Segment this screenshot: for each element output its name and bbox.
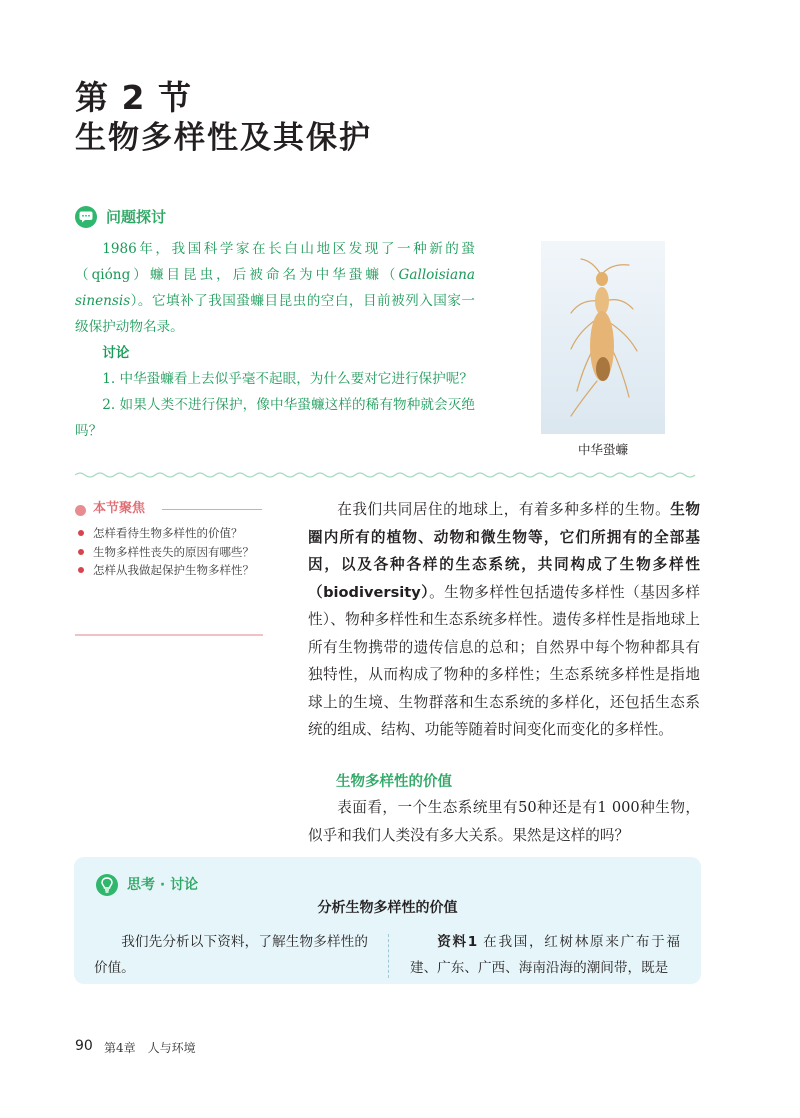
p1-part2: 。生物多样性包括遗传多样性（基因多样性）、物种多样性和生态系统多样性。遗传多样性是指地球上所有生物携带的遗传信息的总和；自然界中每个物种都具有独特性，从而构成了物种的多样性；生态系统多样性是指地球上的生境、生物群落和生态系统的多样化，还包括生态系统的组成、结构、功能等随着时间变化而变化的多样性。	[308, 583, 700, 738]
intro-paragraph	[75, 236, 475, 340]
subheading: 生物多样性的价值	[336, 774, 452, 790]
section-number: 第 2 节	[75, 78, 192, 117]
lightbulb-icon	[96, 874, 118, 896]
insect-photo	[541, 241, 665, 434]
problem-discussion-label: 问题探讨	[106, 208, 167, 226]
main-text	[308, 496, 700, 744]
biodiversity-definition: 生物圈内所有的植物、动物和微生物等，它们所拥有的全部基因，以及各种各样的生态系统，共同构成了生物多样性（biodiversity）	[308, 501, 700, 601]
material-text: 在我国，红树林原来广布于福建、广东、广西、海南沿海的潮间带，既是	[410, 934, 680, 976]
page-number: 90	[75, 1038, 93, 1054]
question-2: 2. 如果人类不进行保护，像中华蛩蠊这样的稀有物种就会灭绝吗？	[75, 397, 475, 439]
focus-list	[75, 524, 265, 580]
sidebar-title: 本节聚焦	[93, 501, 146, 516]
sidebar-bottom-rule	[75, 634, 263, 636]
focus-item: 怎样从我做起保护生物多样性？	[75, 561, 265, 580]
column-divider	[388, 934, 389, 978]
think-discuss-right	[410, 929, 680, 981]
problem-discussion-text	[75, 236, 475, 444]
focus-dot-icon	[75, 505, 86, 516]
discussion-heading: 讨论	[102, 345, 130, 361]
think-discuss-label: 思考 · 讨论	[127, 877, 199, 893]
material-1	[410, 929, 680, 981]
photo-caption: 中华蛩蠊	[577, 442, 628, 457]
chapter-label: 第4章 人与环境	[104, 1041, 196, 1055]
latin-name: Galloisiana sinensis	[75, 267, 475, 309]
wave-divider	[75, 470, 700, 480]
think-discuss-intro: 我们先分析以下资料，了解生物多样性的价值。	[94, 934, 368, 976]
intro-part2: ）。它填补了我国蛩蠊目昆虫的空白，目前被列入国家一级保护动物名录。	[75, 293, 475, 335]
question-1: 1. 中华蛩蠊看上去似乎毫不起眼，为什么要对它进行保护呢？	[102, 371, 473, 387]
intro-part1: 1986年，我国科学家在长白山地区发现了一种新的蛩（qióng）蠊目昆虫，后被命名为中华蛩蠊（	[75, 241, 475, 283]
focus-item: 怎样看待生物多样性的价值？	[75, 524, 265, 543]
think-discuss-left	[94, 929, 368, 981]
section-title: 生物多样性及其保护	[75, 120, 372, 156]
sidebar-title-rule	[162, 509, 262, 510]
paragraph-2: 表面看，一个生态系统里有50种还是有1 000种生物，似乎和我们人类没有多大关系。果然是这样的吗？	[308, 799, 700, 844]
main-text-2	[308, 794, 700, 849]
focus-item: 生物多样性丧失的原因有哪些？	[75, 543, 265, 562]
think-discuss-title: 分析生物多样性的价值	[317, 900, 458, 916]
material-label: 资料1	[437, 934, 478, 950]
p1-part1: 在我们共同居住的地球上，有着多种多样的生物。	[337, 501, 671, 518]
paragraph-1	[308, 496, 700, 744]
chat-bubble-icon	[75, 206, 97, 228]
